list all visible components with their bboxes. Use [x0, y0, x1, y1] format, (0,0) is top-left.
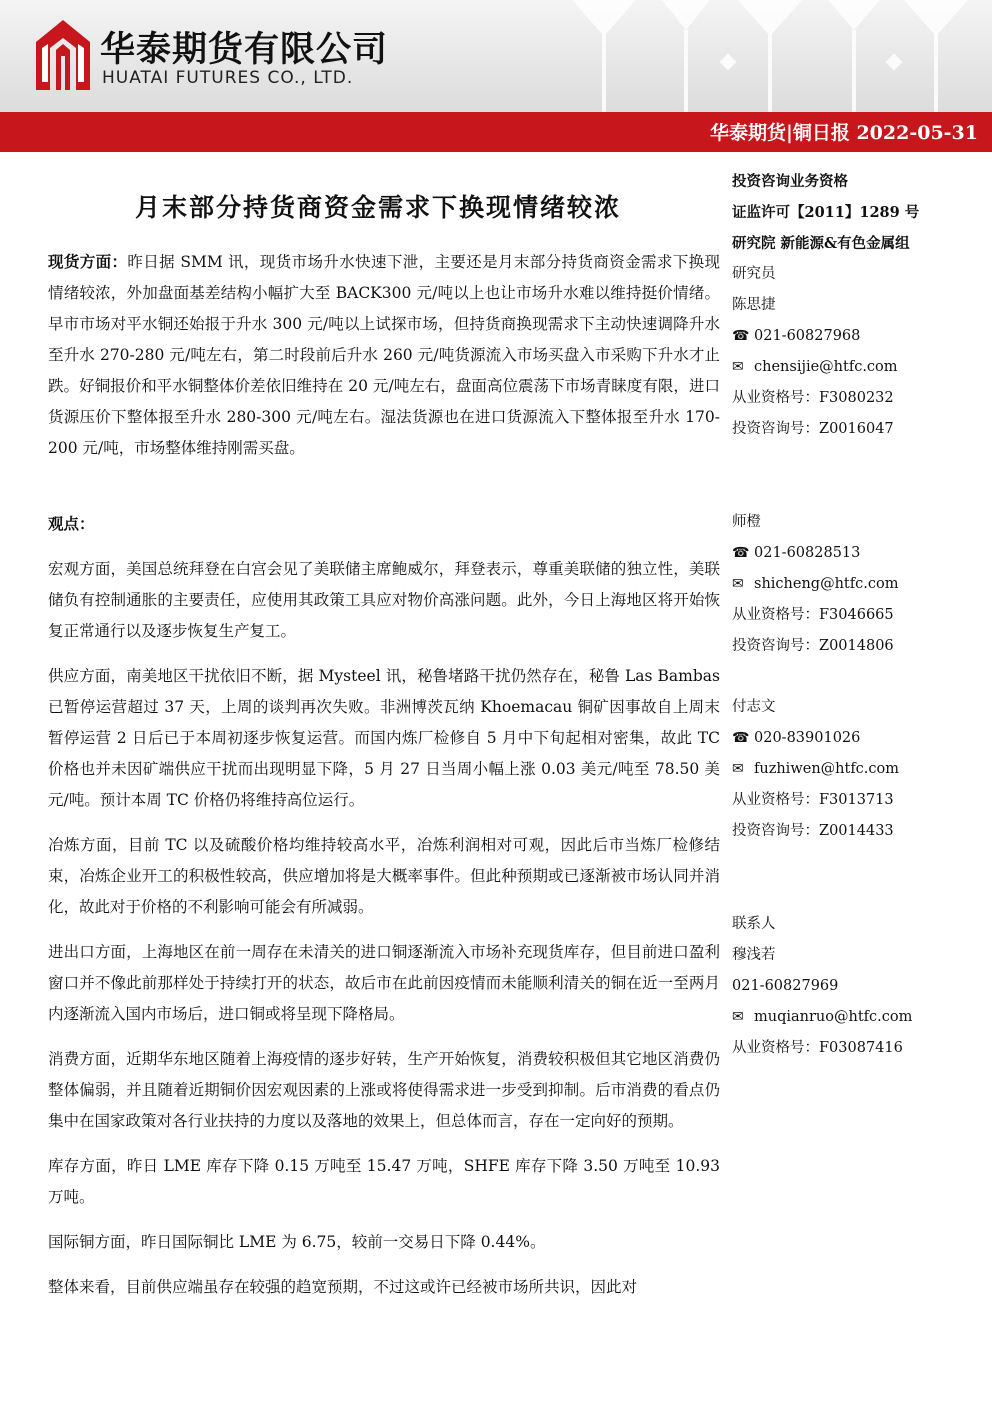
company-logo: [36, 20, 90, 90]
smelting-paragraph: 冶炼方面，目前 TC 以及硫酸价格均维持较高水平，冶炼利润相对可观，因此后市当炼厂检修结束，冶炼企业开工的积极性较高，供应增加将是大概率事件。但此种预期或已逐渐被市场认同并消化，故此对于价格的不利影响可能会有所减弱。: [48, 836, 720, 916]
views-label: 观点：: [48, 514, 95, 533]
qualification-title: 投资咨询业务资格: [732, 173, 848, 190]
spot-text: 昨日据 SMM 讯，现货市场升水快速下泄，主要还是月末部分持货商资金需求下换现情绪较浓，外加盘面基差结构小幅扩大至 BACK300 元/吨以上也让市场升水难以维持挺价情绪。早市市场对平水铜还始报于升水 300 元/吨以上试探市场，但持货商换现需求下主动快速调降升水至升水 270-280 元/吨左右，第二时段前后升水 260 元/吨货源流入市场买盘入市采购下升水才止跌。好铜报价和平水铜整体价差依旧维持在 20 元/吨左右，盘面高位震荡下市场青睐度有限，进口货源压价下整体报至升水 280-300 元/吨左右。湿法货源也在进口货源流入下整体报至升水 170-200 元/吨，市场整体维持刚需买盘。: [48, 253, 720, 457]
spacer: [732, 847, 982, 909]
company-name-cn: 华泰期货有限公司: [100, 30, 389, 70]
intl-copper-paragraph: 国际铜方面，昨日国际铜比 LME 为 6.75，较前一交易日下降 0.44%。: [48, 1233, 546, 1251]
main-content: [48, 246, 720, 1303]
phone-icon: ☎: [732, 730, 750, 746]
analyst-cert-consulting: 投资咨询号：Z0014433: [732, 823, 894, 839]
envelope-icon: ✉: [732, 359, 744, 375]
analyst-email[interactable]: ✉ chensijie@htfc.com: [732, 352, 982, 383]
company-name-en: HUATAI FUTURES CO., LTD.: [102, 68, 354, 88]
analyst-name: 陈思捷: [732, 297, 776, 313]
analyst-name: 师橙: [732, 514, 761, 530]
institute-name: 研究院 新能源&有色金属组: [732, 235, 910, 252]
macro-paragraph: 宏观方面，美国总统拜登在白宫会见了美联储主席鲍威尔，拜登表示，尊重美联储的独立性，美联储负有控制通胀的主要责任，应使用其政策工具应对物价高涨问题。此外，今日上海地区将开始恢复正常通行以及逐步恢复生产复工。: [48, 560, 720, 640]
analyst-cert-consulting: 投资咨询号：Z0014806: [732, 638, 894, 654]
spot-paragraph: [48, 246, 720, 464]
contact-email[interactable]: ✉ muqianruo@htfc.com: [732, 1002, 982, 1033]
analyst-email[interactable]: ✉ shicheng@htfc.com: [732, 569, 982, 600]
page-header: [0, 0, 992, 112]
license-number: 证监许可【2011】1289 号: [732, 204, 920, 221]
report-tag: 华泰期货|铜日报 2022-05-31: [709, 122, 978, 144]
spacer: [732, 662, 982, 692]
analyst-sidebar: [732, 166, 982, 1064]
envelope-icon: ✉: [732, 576, 744, 592]
analyst-phone: ☎ 020-83901026: [732, 723, 982, 754]
envelope-icon: ✉: [732, 761, 744, 777]
contact-cert-practice: 从业资格号：F03087416: [732, 1040, 903, 1056]
analyst-cert-consulting: 投资咨询号：Z0016047: [732, 421, 894, 437]
analyst-phone: ☎ 021-60827968: [732, 321, 982, 352]
contact-role: 联系人: [732, 916, 776, 932]
analyst-phone: ☎ 021-60828513: [732, 538, 982, 569]
import-export-paragraph: 进出口方面，上海地区在前一周存在未清关的进口铜逐渐流入市场补充现货库存，但目前进口盈利窗口并不像此前那样处于持续打开的状态，故后市在此前因疫情而未能顺利清关的铜在近一至两月内逐渐流入国内市场后，进口铜或将呈现下降格局。: [48, 943, 720, 1023]
summary-paragraph: 整体来看，目前供应端虽存在较强的趋宽预期，不过这或许已经被市场所共识，因此对: [48, 1278, 638, 1296]
phone-icon: ☎: [732, 328, 750, 344]
contact-name: 穆浅若: [732, 947, 776, 963]
analyst-role: 研究员: [732, 266, 776, 282]
spot-label: 现货方面：: [48, 252, 128, 271]
inventory-paragraph: 库存方面，昨日 LME 库存下降 0.15 万吨至 15.47 万吨，SHFE 库存下降 3.50 万吨至 10.93 万吨。: [48, 1157, 720, 1206]
analyst-cert-practice: 从业资格号：F3046665: [732, 607, 894, 623]
contact-phone: 021-60827969: [732, 978, 839, 994]
analyst-cert-practice: 从业资格号：F3013713: [732, 792, 894, 808]
phone-icon: ☎: [732, 545, 750, 561]
header-decoration: [572, 0, 992, 112]
report-title: 月末部分持货商资金需求下换现情绪较浓: [134, 193, 621, 222]
analyst-email[interactable]: ✉ fuzhiwen@htfc.com: [732, 754, 982, 785]
envelope-icon: ✉: [732, 1009, 744, 1025]
analyst-cert-practice: 从业资格号：F3080232: [732, 390, 894, 406]
analyst-name: 付志文: [732, 699, 776, 715]
spacer: [732, 445, 982, 507]
consumption-paragraph: 消费方面，近期华东地区随着上海疫情的逐步好转，生产开始恢复，消费较积极但其它地区消费仍整体偏弱，并且随着近期铜价因宏观因素的上涨或将使得需求进一步受到抑制。后市消费的看点仍集中在国家政策对各行业扶持的力度以及落地的效果上，但总体而言，存在一定向好的预期。: [48, 1050, 720, 1130]
supply-paragraph: 供应方面，南美地区干扰依旧不断，据 Mysteel 讯，秘鲁堵路干扰仍然存在，秘鲁 Las Bambas 已暂停运营超过 37 天，上周的谈判再次失败。非洲博茨瓦纳 Khoemacau 铜矿因事故自上周末暂停运营 2 日后已于本周初逐步恢复运营。而国内炼厂检修自 5 月中下旬起相对密集，故此 TC 价格也并未因矿端供应干扰而出现明显下降，5 月 27 日当周小幅上涨 0.03 美元/吨至 78.50 美元/吨。预计本周 TC 价格仍将维持高位运行。: [48, 667, 720, 809]
